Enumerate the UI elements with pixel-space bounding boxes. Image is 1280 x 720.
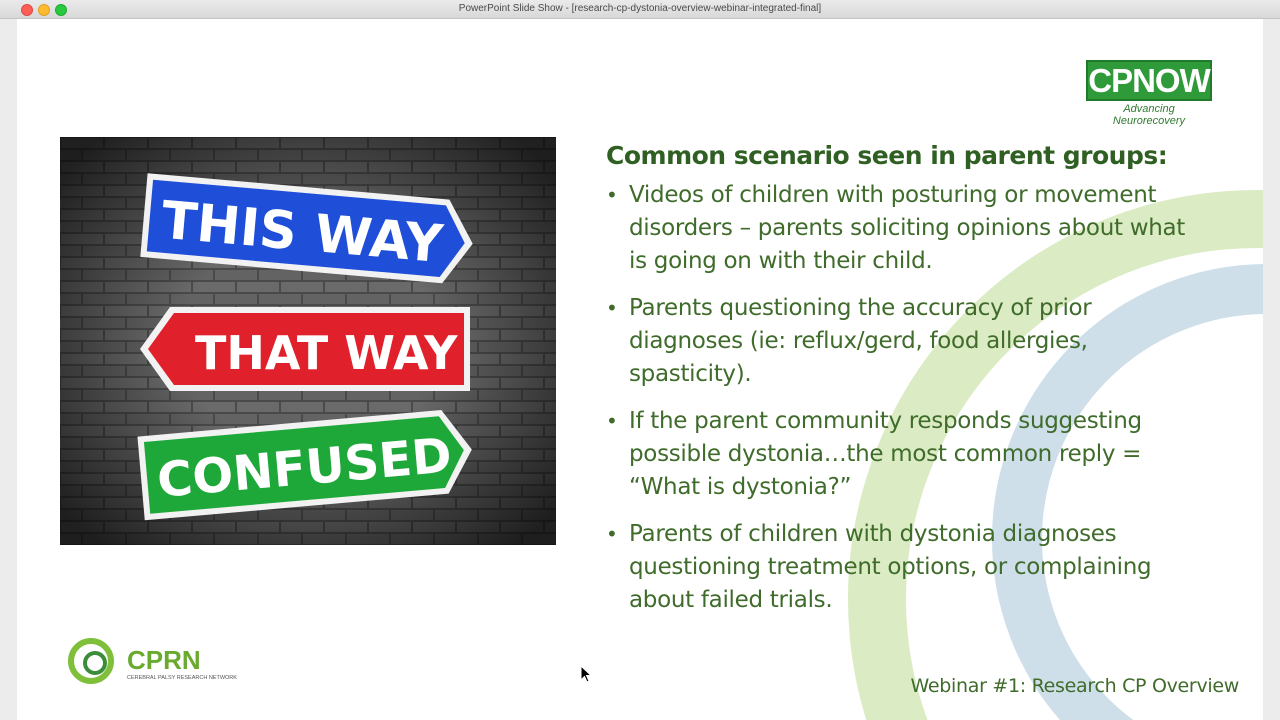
bullet-item	[606, 292, 1206, 391]
cpnow-logo	[1086, 60, 1212, 127]
slide-heading: Common scenario seen in parent groups:	[606, 141, 1168, 170]
bullet-icon: •	[606, 183, 618, 207]
signs-illustration	[60, 137, 556, 545]
bullet-text: If the parent community responds suggesting possible dystonia…the most common reply = “What is dystonia?”	[629, 408, 1142, 500]
cprn-logo	[65, 637, 237, 689]
window-titlebar	[0, 0, 1280, 19]
bullet-item	[606, 179, 1206, 278]
bullet-text: Parents questioning the accuracy of prior diagnoses (ie: reflux/gerd, food allergies, spasticity).	[629, 295, 1092, 387]
bullet-text: Parents of children with dystonia diagnoses questioning treatment options, or complaining about failed trials.	[629, 521, 1152, 613]
sign-that-way: THAT WAY	[195, 326, 458, 380]
cprn-logo-mark	[65, 637, 225, 689]
window-title: PowerPoint Slide Show - [research-cp-dystonia-overview-webinar-integrated-final]	[458, 3, 822, 14]
bullet-icon: •	[606, 522, 618, 546]
slide-footer: Webinar #1: Research CP Overview	[910, 675, 1239, 697]
cursor-icon	[580, 665, 592, 683]
direction-signs-photo	[60, 137, 556, 545]
slide-content	[606, 139, 1206, 631]
bullet-item	[606, 405, 1206, 504]
cprn-logo-text: CPRN	[127, 645, 201, 675]
slide[interactable]	[17, 19, 1263, 720]
bullet-text: Videos of children with posturing or movement disorders – parents soliciting opinions about what is going on with their child.	[629, 182, 1186, 274]
bullet-icon: •	[606, 296, 618, 320]
bullet-item	[606, 518, 1206, 617]
cprn-subtitle: CEREBRAL PALSY RESEARCH NETWORK	[127, 675, 237, 681]
cpnow-tagline: Advancing Neurorecovery	[1112, 103, 1186, 127]
cpnow-logo-text: CPNOW	[1086, 60, 1212, 101]
sign-confused: CONFUSED	[154, 427, 454, 509]
sign-this-way: THIS WAY	[158, 190, 445, 276]
bullet-list	[606, 179, 1206, 617]
bullet-icon: •	[606, 409, 618, 433]
